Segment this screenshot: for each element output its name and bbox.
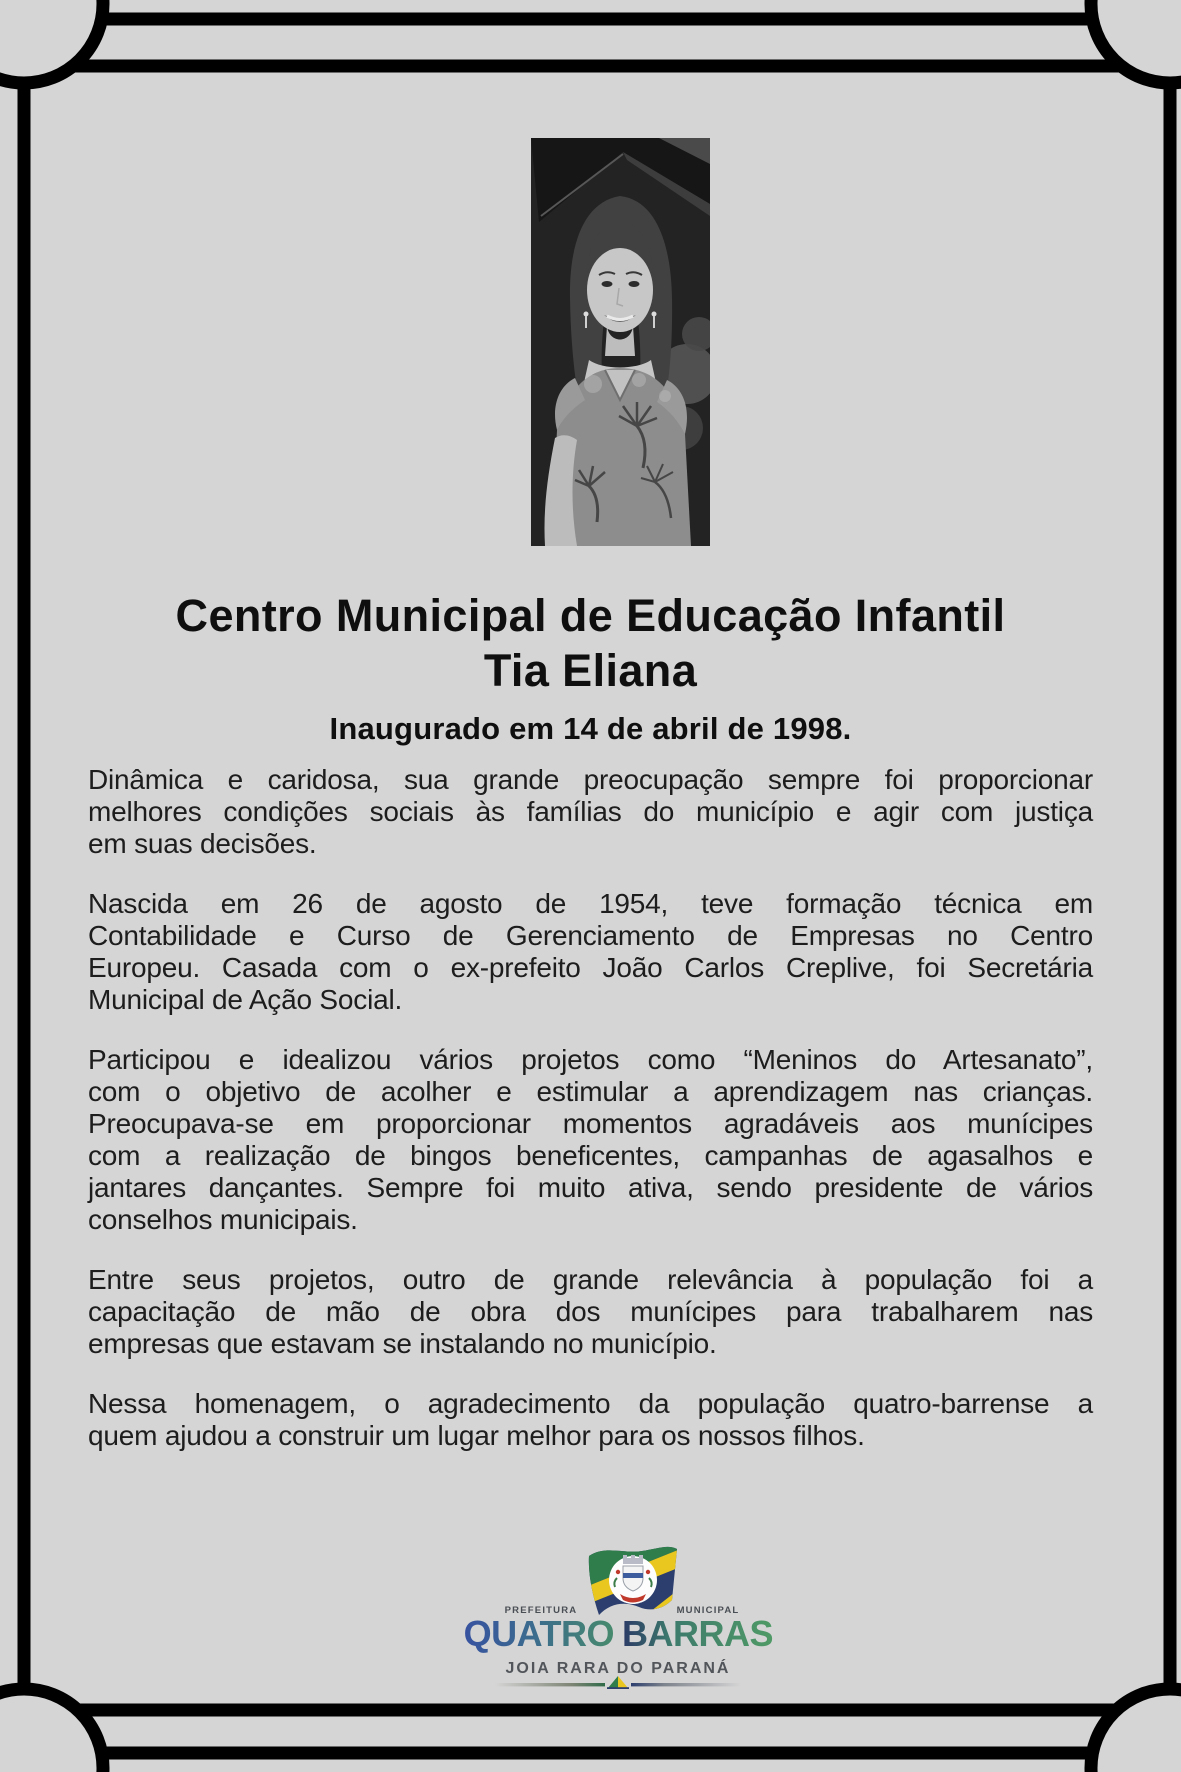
text-line: Preocupava-se em proporcionar momentos agradáveis aos munícipes [88, 1108, 1093, 1139]
text-line: melhores condições sociais às famílias do município e agir com justiça [88, 796, 1093, 827]
paragraph [88, 1388, 1093, 1452]
paragraph [88, 1044, 1093, 1236]
text-line: capacitação de mão de obra dos munícipes para trabalharem nas [88, 1296, 1093, 1327]
page-title-line1: Centro Municipal de Educação Infantil [175, 590, 1006, 641]
text-line: com a realização de bingos beneficentes, campanhas de agasalhos e [88, 1140, 1093, 1171]
text-line: Participou e idealizou vários projetos como “Meninos do Artesanato”, [88, 1044, 1093, 1075]
text-line: empresas que estavam se instalando no município. [88, 1328, 717, 1359]
frame-corner-circle [1091, 1689, 1181, 1772]
text-line: Dinâmica e caridosa, sua grande preocupação sempre foi proporcionar [88, 764, 1093, 795]
logo-tagline: JOIA RARA DO PARANÁ [505, 1660, 730, 1677]
text-line: conselhos municipais. [88, 1204, 358, 1235]
text-line: Entre seus projetos, outro de grande relevância à população foi a [88, 1264, 1093, 1295]
text-line: Nessa homenagem, o agradecimento da população quatro-barrense a [88, 1388, 1093, 1419]
biography-text [88, 764, 1093, 1480]
portrait-photo [531, 138, 710, 546]
text-line: quem ajudou a construir um lugar melhor para os nossos filhos. [88, 1420, 865, 1451]
frame-corner-circle [0, 0, 103, 83]
municipal-label: MUNICIPAL [676, 1605, 739, 1616]
prefeitura-label: PREFEITURA [504, 1605, 577, 1616]
frame-corner-circle [0, 1689, 103, 1772]
paragraph [88, 764, 1093, 860]
paragraph [88, 1264, 1093, 1360]
text-line: Contabilidade e Curso de Gerenciamento de Empresas no Centro [88, 920, 1093, 951]
logo-ribbon [495, 1676, 741, 1689]
quatro-barras-logo [403, 1542, 833, 1704]
city-name-quatro: QUATRO [463, 1613, 614, 1654]
text-line: com o objetivo de acolher e estimular a aprendizagem nas crianças. [88, 1076, 1093, 1107]
text-line: em suas decisões. [88, 828, 317, 859]
inauguration-subtitle: Inaugurado em 14 de abril de 1998. [329, 711, 852, 746]
paragraph [88, 888, 1093, 1016]
page-title-line2: Tia Eliana [483, 645, 698, 696]
text-line: Nascida em 26 de agosto de 1954, teve formação técnica em [88, 888, 1093, 919]
frame-corner-circle [1091, 0, 1181, 83]
text-line: Europeu. Casada com o ex-prefeito João Carlos Creplive, foi Secretária [88, 952, 1093, 983]
text-line: jantares dançantes. Sempre foi muito ativa, sendo presidente de vários [88, 1172, 1093, 1203]
text-line: Municipal de Ação Social. [88, 984, 403, 1015]
heading-block [0, 588, 1181, 748]
city-name-barras: BARRAS [621, 1613, 773, 1654]
